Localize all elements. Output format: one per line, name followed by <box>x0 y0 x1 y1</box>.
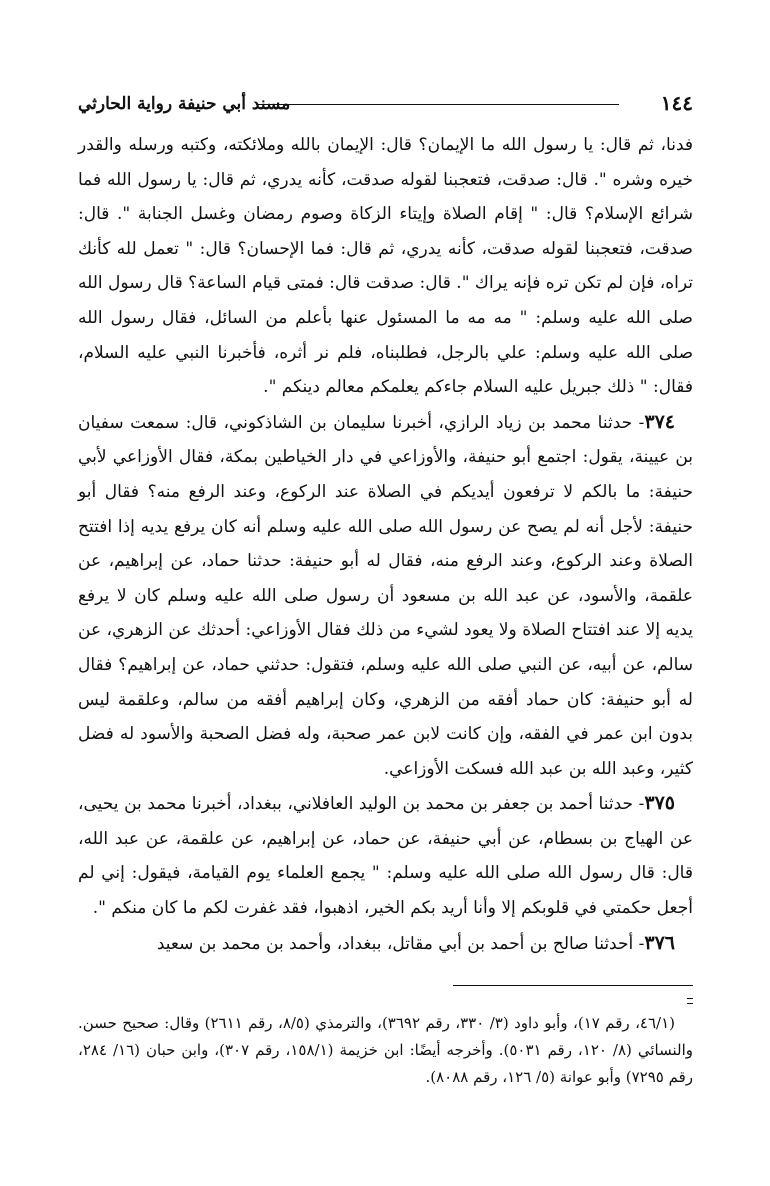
running-title: مسند أبي حنيفة رواية الحارثي <box>78 94 291 114</box>
hadith-number: ٣٧٦ <box>644 931 675 954</box>
hadith-text: - حدثنا محمد بن زياد الرازي، أخبرنا سليمان بن الشاذكوني، قال: سمعت سفيان بن عيينة، يقول: اجتمع أبو حنيفة، والأوزاعي في دار الخياطين بمكة، فقال الأوزاعي لأبي حنيفة: ما بالكم لا ترفعون أيديكم في الصلاة عند الركوع، وعند الرفع منه؟ فقال أبو حنيفة: لأجل أنه لم يصح عن رسول الله صلى الله عليه وسلم أنه كان يرفع يديه إذا افتتح الصلاة وعند الركوع، وعند الرفع منه، فقال له أبو حنيفة: حدثنا حماد، عن إبراهيم، عن علقمة، والأسود، عن عبد الله بن مسعود أن رسول صلى الله عليه وسلم كان لا يرفع يديه إلا عند افتتاح الصلاة ولا يعود لشيء من ذلك فقال الأوزاعي: أحدثك عن الزهري، عن سالم، عن أبيه، عن النبي صلى الله عليه وسلم، فتقول: حدثني حماد، عن إبراهيم؟ فقال له أبو حنيفة: كان حماد أفقه من الزهري، وكان إبراهيم أفقه من سالم، وعلقمة ليس بدون ابن عمر في الفقه، وإن كانت لابن عمر صحبة، وله فضل الصحبة والأسود له فضل كثير، وعبد الله بن عبد الله فسكت الأوزاعي. <box>78 412 693 779</box>
page-header <box>78 92 693 116</box>
hadith-text: - حدثنا أحمد بن جعفر بن محمد بن الوليد العافلاني، ببغداد، أخبرنا محمد بن يحيى، عن الهياج بن بسطام، عن أبي حنيفة، عن حماد، عن إبراهيم، عن علقمة، عن عبد الله، قال: قال رسول الله صلى الله عليه وسلم: " يجمع العلماء يوم القيامة، فيقول: إني لم أجعل حكمتي في قلوبكم إلا وأنا أريد بكم الخير، اذهبوا، فقد غفرت لكم ما كان منكم ". <box>78 794 693 919</box>
page-number: ١٤٤ <box>660 91 693 115</box>
continuation-paragraph: فدنا، ثم قال: يا رسول الله ما الإيمان؟ قال: الإيمان بالله وملائكته، وكتبه ورسله والقدر خيره وشره ". قال: صدقت، فتعجبنا لقوله صدقت، كأنه يدري، ثم قال: يا رسول الله فما شرائع الإسلام؟ قال: " إقام الصلاة وإيتاء الزكاة وصوم رمضان وغسل الجنابة ". قال: صدقت، فتعجبنا لقوله صدقت، كأنه يدري، ثم قال: فما الإحسان؟ قال: " تعمل لله كأنك تراه، فإن لم تكن تره فإنه يراك ". قال: صدقت قال: فمتى قيام الساعة؟ قال رسول الله صلى الله عليه وسلم: " مه مه ما المسئول عنها بأعلم من السائل، فقال رسول الله صلى الله عليه وسلم: علي بالرجل، فطلبناه، فلم نر أثره، فأخبرنا النبي عليه السلام، فقال: " ذلك جبريل عليه السلام جاءكم يعلمكم معالم دينكم ". <box>78 135 693 398</box>
hadith-374 <box>78 405 693 787</box>
header-rule <box>256 104 619 105</box>
hadith-376 <box>78 926 693 962</box>
hadith-text: - أحدثنا صالح بن أحمد بن أبي مقاتل، ببغداد، وأحمد بن محمد بن سعيد <box>156 933 645 954</box>
hadith-number: ٣٧٥ <box>644 792 675 815</box>
hadith-375 <box>78 786 693 925</box>
main-text <box>78 128 693 961</box>
footnote-separator <box>453 985 693 986</box>
book-page <box>78 91 693 1086</box>
hadith-number: ٣٧٤ <box>644 410 675 433</box>
footnote-text: (٤٦/١، رقم ١٧)، وأبو داود (٣/ ٣٣٠، رقم ٣٦٩٢)، والترمذي (٨/٥، رقم ٢٦١١) وقال: صحيح حسن. والنسائي (٨/ ١٢٠، رقم ٥٠٣١). وأخرجه أيضًا: ابن خزيمة (١٥٨/١، رقم ٣٠٧)، وابن حبان (١٦/ ٢٨٤، رقم ٧٢٩٥) وأبو عوانة (٥/ ١٢٦، رقم ٨٠٨٨). <box>78 1014 693 1086</box>
footnote-continuation-mark <box>687 998 693 1004</box>
footnote <box>78 1010 693 1091</box>
